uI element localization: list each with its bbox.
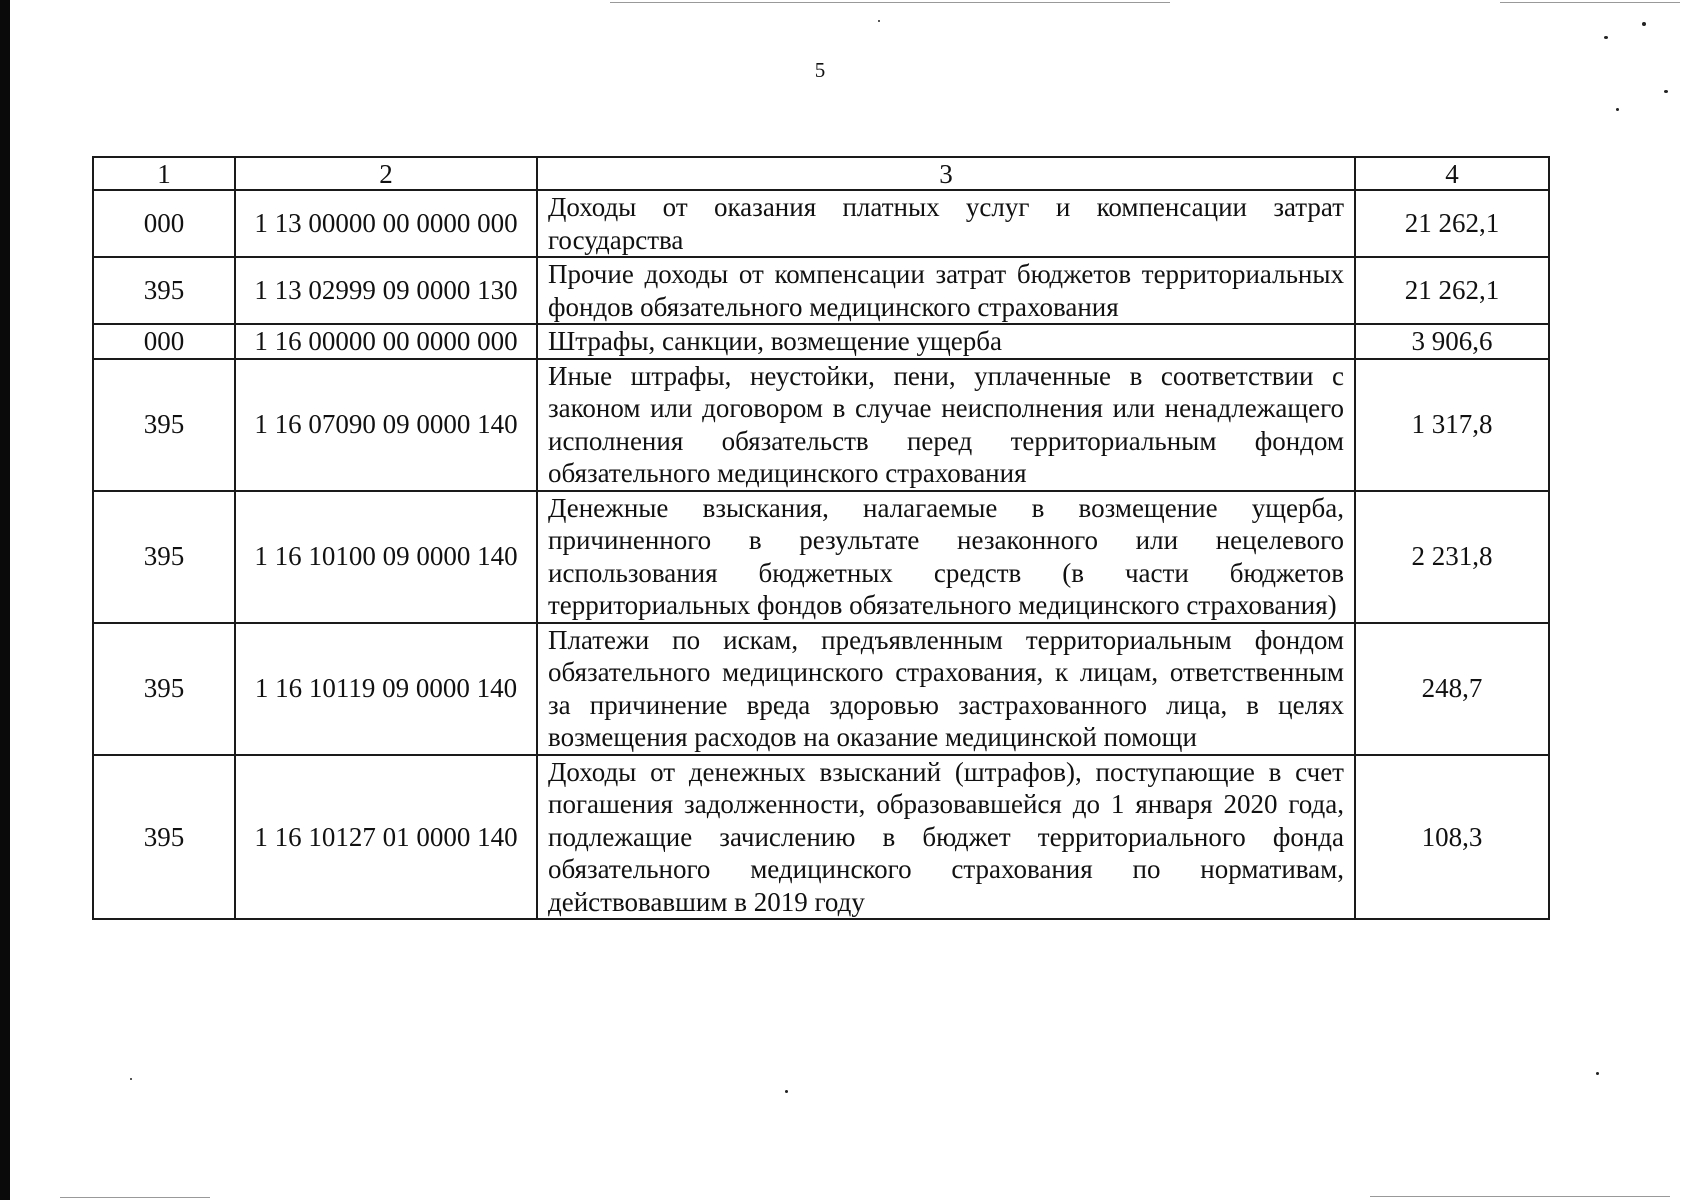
amount-cell: 248,7 [1355, 623, 1549, 755]
revenue-table [92, 156, 1550, 920]
admin-code-cell: 395 [93, 623, 235, 755]
table-body [93, 190, 1549, 919]
header-col-1: 1 [93, 157, 235, 190]
amount-cell: 2 231,8 [1355, 491, 1549, 623]
admin-code-cell: 395 [93, 491, 235, 623]
header-col-2: 2 [235, 157, 537, 190]
budget-code-cell: 1 16 10119 09 0000 140 [235, 623, 537, 755]
revenue-name-cell: Денежные взыскания, налагаемые в возмещение ущерба, причиненного в результате незаконного или нецелевого использования бюджетных средств (в части бюджетов территориальных фондов обязательного медицинского страхования) [537, 491, 1355, 623]
table-row [93, 755, 1549, 920]
scan-speck [1642, 22, 1646, 26]
admin-code-cell: 395 [93, 359, 235, 491]
header-col-4: 4 [1355, 157, 1549, 190]
header-col-3: 3 [537, 157, 1355, 190]
scan-speck [1596, 1072, 1599, 1075]
admin-code-cell: 000 [93, 190, 235, 257]
scan-speck [1616, 108, 1619, 111]
budget-code-cell: 1 16 00000 00 0000 000 [235, 324, 537, 359]
admin-code-cell: 000 [93, 324, 235, 359]
scan-artifact-line [60, 1197, 210, 1198]
amount-cell: 21 262,1 [1355, 190, 1549, 257]
revenue-name-cell: Иные штрафы, неустойки, пени, уплаченные в соответствии с законом или договором в случае неисполнения или ненадлежащего исполнения обязательств перед территориальным фондом обязательного медицинского страхования [537, 359, 1355, 491]
budget-code-cell: 1 16 10127 01 0000 140 [235, 755, 537, 920]
amount-cell: 3 906,6 [1355, 324, 1549, 359]
table-row [93, 623, 1549, 755]
admin-code-cell: 395 [93, 755, 235, 920]
scan-speck [878, 20, 880, 22]
table-row [93, 324, 1549, 359]
budget-code-cell: 1 16 07090 09 0000 140 [235, 359, 537, 491]
table-row [93, 359, 1549, 491]
revenue-name-cell: Доходы от денежных взысканий (штрафов), поступающие в счет погашения задолженности, образовавшейся до 1 января 2020 года, подлежащие зачислению в бюджет территориального фонда обязательного медицинского страхования по нормативам, действовавшим в 2019 году [537, 755, 1355, 920]
budget-code-cell: 1 16 10100 09 0000 140 [235, 491, 537, 623]
amount-cell: 108,3 [1355, 755, 1549, 920]
table-row [93, 190, 1549, 257]
scan-speck [785, 1090, 788, 1093]
amount-cell: 1 317,8 [1355, 359, 1549, 491]
revenue-name-cell: Платежи по искам, предъявленным территориальным фондом обязательного медицинского страхования, к лицам, ответственным за причинение вреда здоровью застрахованного лица, в целях возмещения расходов на оказание медицинской помощи [537, 623, 1355, 755]
admin-code-cell: 395 [93, 257, 235, 324]
page-number: 5 [814, 58, 826, 82]
amount-cell: 21 262,1 [1355, 257, 1549, 324]
scan-artifact-line [1500, 2, 1680, 3]
revenue-name-cell: Штрафы, санкции, возмещение ущерба [537, 324, 1355, 359]
scan-speck [130, 1078, 132, 1080]
revenue-name-cell: Доходы от оказания платных услуг и компенсации затрат государства [537, 190, 1355, 257]
table-row [93, 491, 1549, 623]
scan-speck [1604, 36, 1608, 39]
budget-code-cell: 1 13 00000 00 0000 000 [235, 190, 537, 257]
scan-edge [0, 0, 10, 1200]
scan-artifact-line [1370, 1196, 1670, 1197]
budget-code-cell: 1 13 02999 09 0000 130 [235, 257, 537, 324]
scan-speck [1664, 90, 1668, 93]
header-row [93, 157, 1549, 190]
revenue-name-cell: Прочие доходы от компенсации затрат бюджетов территориальных фондов обязательного медицинского страхования [537, 257, 1355, 324]
scan-artifact-line [610, 2, 1170, 3]
table-header [93, 157, 1549, 190]
table-row [93, 257, 1549, 324]
